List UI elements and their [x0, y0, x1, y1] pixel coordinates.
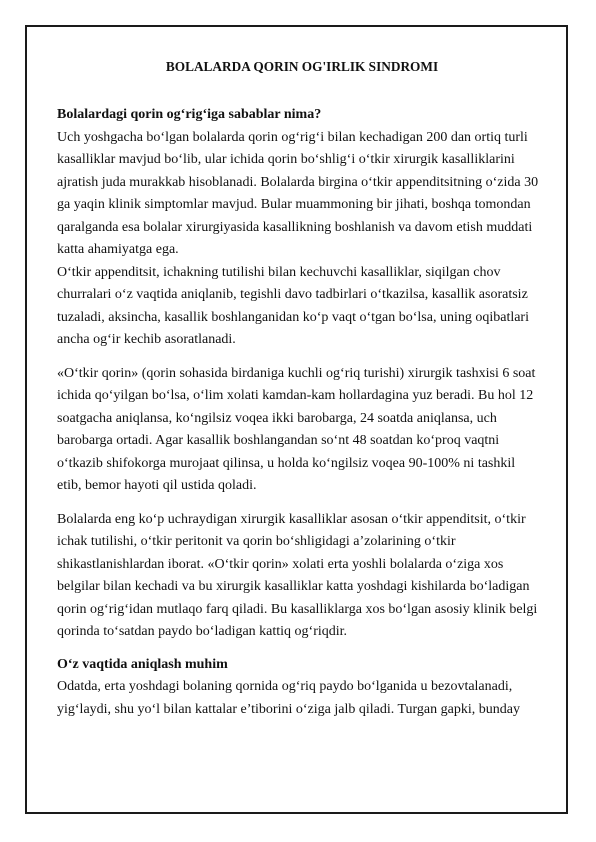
paragraph-line: ga yaqin klinik simptomlar mavjud. Bular muammoning bir jihati, boshqa tomondan [57, 197, 531, 212]
paragraph-line: soatgacha aniqlansa, ko‘ngilsiz voqea ikki barobarga, 24 soatda aniqlansa, uch [57, 410, 497, 426]
paragraph-line: belgilar bilan kechadi va bu xirurgik kasalliklar katta yoshdagi kishilarda bo‘ladigan [57, 579, 530, 594]
paragraph-line: ichak tutilishi, o‘tkir peritonit va qorin bo‘shligidagi a’zolarining o‘tkir [57, 534, 456, 549]
paragraph-line: qorin og‘rig‘idan mutlaqo farq qiladi. Bu kasalliklarga xos bo‘lgan asosiy klinik belgi [57, 601, 538, 617]
paragraph-3 [57, 363, 552, 498]
paragraph-line: yig‘laydi, shu yo‘l bilan kattalar e’tiborini o‘ziga jalb qiladi. Turgan gapki, bunday [57, 701, 520, 717]
paragraph-line: Uch yoshgacha bo‘lgan bolalarda qorin og‘rig‘i bilan kechadigan 200 dan ortiq turli [57, 129, 528, 145]
paragraph-line: Odatda, erta yoshdagi bolaning qornida og‘riq paydo bo‘lganida u bezovtalanadi, [57, 679, 513, 694]
paragraph-line: qorinda to‘satdan paydo bo‘ladigan kattiq og‘riqdir. [57, 624, 348, 639]
paragraph-line: qaralganda esa bolalar xirurgiyasida kasallikning boshlanish va davom etish muddati [57, 219, 533, 235]
paragraph-line: etib, bemor hayoti qil ustida qoladi. [57, 478, 257, 493]
paragraph-4 [57, 509, 552, 644]
paragraph-5 [57, 676, 552, 721]
section-heading-causes: Bolalardagi qorin og‘rig‘iga sabablar nima? [57, 107, 322, 122]
paragraph-line: ajratish juda murakkab hisoblanadi. Bolalarda birgina o‘tkir appenditsitning o‘zida 30 [57, 174, 539, 190]
paragraph-line: barobarga ortadi. Agar kasallik boshlangandan so‘nt 48 soatdan ko‘proq vaqtni [57, 433, 500, 448]
section-heading-early-detection: O‘z vaqtida aniqlash muhim [57, 656, 228, 672]
paragraph-line: Bolalarda eng ko‘p uchraydigan xirurgik kasalliklar asosan o‘tkir appenditsit, o‘tkir [57, 511, 526, 527]
paragraph-line: kasalliklar mavjud bo‘lib, ular ichida qorin bo‘shlig‘i o‘tkir xirurgik kasalliklarini [57, 152, 515, 167]
paragraph-2 [57, 262, 552, 352]
paragraph-line: O‘tkir appenditsit, ichakning tutilishi bilan kechuvchi kasalliklar, siqilgan chov [57, 264, 501, 280]
paragraph-line: churralari o‘z vaqtida aniqlanib, tegishli davo tadbirlari o‘tkazilsa, kasallik asoratsiz [57, 287, 528, 302]
paragraph-line: ichida qo‘yilgan bo‘lsa, o‘lim xolati kamdan-kam hollardagina yuz beradi. Bu hol 12 [57, 388, 534, 403]
paragraph-line: ancha og‘ir kechib asoratlanadi. [57, 332, 236, 347]
document-title: BOLALARDA QORIN OG'IRLIK SINDROMI [165, 59, 439, 74]
document-body [57, 54, 552, 721]
paragraph-line: tuzaladi, aksincha, kasallik boshlanganidan ko‘p vaqt o‘tgan bo‘lsa, uning oqibatlari [57, 309, 529, 325]
paragraph-line: o‘tkazib shifokorga murojaat qilinsa, u holda ko‘ngilsiz voqea 90-100% ni tashkil [57, 455, 516, 471]
paragraph-line: katta ahamiyatga ega. [57, 242, 179, 257]
paragraph-line: shikastlanishlardan iborat. «O‘tkir qorin» xolati erta yoshli bolalarda o‘ziga xos [57, 556, 504, 572]
paragraph-1 [57, 127, 552, 262]
paragraph-line: «O‘tkir qorin» (qorin sohasida birdaniga kuchli og‘riq turishi) xirurgik tashxisi 6 soat [57, 365, 536, 381]
